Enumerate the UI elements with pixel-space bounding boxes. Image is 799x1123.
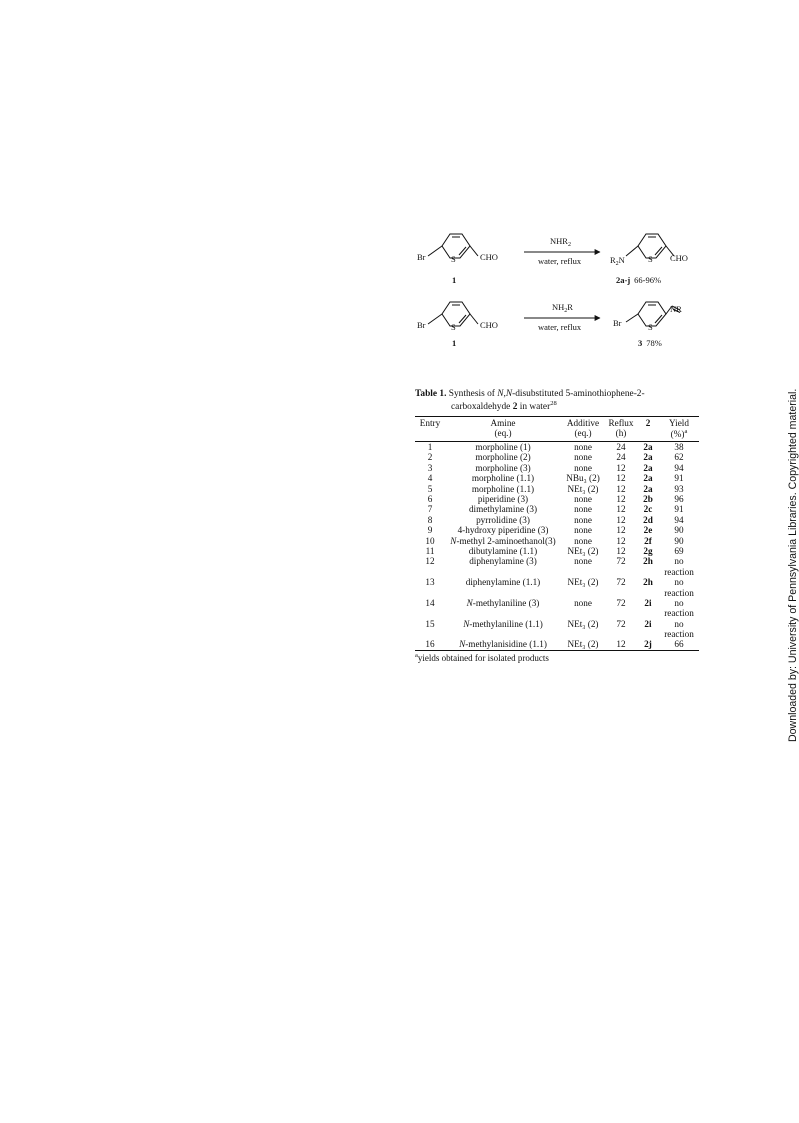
table-row [415,598,699,619]
cell-product: 2a [643,473,653,484]
table-caption-italic: N,N [497,389,513,399]
reaction-scheme [414,226,686,348]
r1-reagent-below: water, reflux [538,256,582,266]
results-table [415,417,699,650]
cell-product: 2a [643,483,653,494]
cell-additive: none [574,452,592,463]
cell-yield: 94 [674,462,684,473]
cell-additive: none [574,493,592,504]
cell-product: 2g [643,545,653,556]
cell-yield: no reaction [664,577,694,598]
cell-product: 2c [643,504,653,515]
cell-product: 2f [644,535,652,546]
cell-product: 2i [644,618,652,629]
table-row [415,515,699,525]
cell-product: 2e [643,525,653,536]
cell-entry: 1 [427,442,433,453]
cell-product: 2j [644,639,652,650]
cell-yield: 62 [674,452,684,463]
table-row [415,494,699,504]
header-additive: Additive (eq.) [566,417,600,438]
cell-yield: no reaction [664,597,694,619]
cell-yield: 38 [674,442,684,453]
cell-amine: morpholine (2) [475,452,531,463]
header-amine: Amine (eq.) [490,417,516,438]
table-header-row [415,417,699,441]
table-figure [415,389,699,663]
cell-reflux: 72 [616,556,626,567]
cell-additive: none [574,442,592,453]
cell-additive: none [574,535,592,546]
header-yield: Yield (%)$^a$ [669,417,689,439]
cell-reflux: 24 [616,452,626,463]
cell-reflux: 12 [616,639,626,650]
cell-entry: 9 [427,525,433,536]
cell-product: 2a [643,442,653,453]
cell-reflux: 12 [616,493,626,504]
cell-additive: none [574,525,592,536]
cell-entry: 8 [427,514,433,525]
header-reflux: Reflux (h) [608,417,634,438]
cell-reflux: 12 [616,535,626,546]
r1-reactant-br: Br [417,252,426,262]
cell-reflux: 72 [616,577,626,588]
cell-entry: 7 [427,504,433,515]
cell-entry: 10 [425,535,435,546]
cell-product: 2h [643,556,653,567]
table-row [415,639,699,649]
table-row [415,473,699,483]
cell-amine: pyrrolidine (3) [476,514,530,525]
table-footnote: $^a$yields obtained for isolated products [415,651,549,663]
cell-reflux: 12 [616,504,626,515]
r1-product-nr2: $R_2N$ [610,255,625,267]
r2-product-nr: NR [670,304,682,314]
r2-reactant-br: Br [417,320,426,330]
cell-reflux: 12 [616,462,626,473]
cell-additive: NEt₃ (2) [567,618,599,629]
cell-product: 2b [643,493,653,504]
cell-entry: 14 [425,597,435,608]
table-row [415,556,699,577]
cell-entry: 6 [427,493,433,504]
cell-product: 2h [643,577,653,588]
cell-amine: morpholine (1.1) [471,473,535,484]
cell-entry: 2 [427,452,433,463]
cell-yield: no reaction [664,556,694,577]
cell-reflux: 24 [616,442,626,453]
table-row [415,546,699,556]
cell-product: 2a [643,462,653,473]
cell-amine: N-methylanisidine (1.1) [459,639,547,650]
cell-entry: 5 [427,483,433,494]
cell-amine: N-methylaniline (3) [466,597,540,608]
r1-reactant-cho: CHO [480,252,498,262]
cell-additive: NEt₃ (2) [567,577,599,588]
r1-reactant-s: S [451,254,456,264]
header-entry: Entry [419,417,441,428]
cell-reflux: 12 [616,525,626,536]
table-caption-line2-tail: in water [517,401,551,412]
cell-yield: 66 [674,639,684,650]
table-bottom-rule [415,650,699,651]
r2-reactant-label: 1 [452,338,457,348]
cell-yield: 94 [674,514,684,525]
cell-amine: diphenylamine (3) [469,556,537,567]
cell-amine: morpholine (3) [475,462,531,473]
cell-amine: piperidine (3) [477,493,529,504]
cell-amine: N-methylaniline (1.1) [463,618,543,629]
r2-reactant-s: S [451,322,456,332]
cell-reflux: 12 [616,514,626,525]
table-caption-label: Table 1. [415,389,447,399]
cell-additive: none [574,504,592,515]
cell-yield: 91 [674,473,684,484]
cell-additive: NEt₃ (2) [567,639,599,650]
cell-additive: NEt₃ (2) [567,545,599,556]
r1-reactant-label: 1 [452,275,457,285]
table-row [415,452,699,462]
cell-reflux: 12 [616,545,626,556]
cell-additive: none [574,556,592,567]
cell-amine: dibutylamine (1.1) [468,545,538,556]
table-row [415,536,699,546]
r2-product-br: Br [613,318,622,328]
cell-additive: none [574,597,592,608]
cell-amine: morpholine (1.1) [471,483,535,494]
cell-amine: N-methyl 2-aminoethanol(3) [450,535,556,546]
download-watermark: Downloaded by: University of Pennsylvania Libraries. Copyrighted material. [787,388,799,742]
r2-reactant-cho: CHO [480,320,498,330]
cell-yield: 90 [674,525,684,536]
r2-reagent-below: water, reflux [538,322,582,332]
table-row [415,442,699,452]
r2-product-s: S [648,322,653,332]
table-caption-ref: 28 [550,399,557,407]
cell-reflux: 12 [616,483,626,494]
cell-entry: 13 [425,577,435,588]
cell-amine: dimethylamine (3) [468,504,538,515]
table-caption-text2: -disubstituted 5-aminothiophene-2- [512,389,645,399]
table-caption-compound: 2 [512,401,518,412]
cell-yield: 91 [674,504,684,515]
cell-additive: none [574,514,592,525]
table-row [415,619,699,640]
cell-yield: 69 [674,545,684,556]
cell-reflux: 72 [616,597,626,608]
cell-amine: 4-hydroxy piperidine (3) [457,525,549,536]
header-product: 2 [645,417,651,428]
cell-entry: 12 [425,556,435,567]
r1-product-cho: CHO [670,253,688,263]
cell-yield: 90 [674,535,684,546]
table-row [415,577,699,598]
cell-entry: 16 [425,639,435,650]
cell-reflux: 12 [616,473,626,484]
cell-product: 2d [643,514,653,525]
cell-yield: no reaction [664,618,694,640]
r1-product-caption: 2a-j 66-96% [616,275,662,285]
table-row [415,463,699,473]
cell-yield: 96 [674,493,684,504]
table-caption-text1: Synthesis of [448,389,498,399]
cell-entry: 15 [425,618,435,629]
cell-additive: NBu₃ (2) [566,473,600,484]
cell-yield: 93 [674,483,684,494]
r2-product-caption: 3 78% [638,338,662,348]
table-body [415,442,699,650]
cell-additive: NEt₃ (2) [567,483,599,494]
cell-entry: 4 [427,473,433,484]
r2-reagent-above: $NH_2R$ [552,302,573,314]
table-row [415,484,699,494]
table-row [415,525,699,535]
r1-reagent-above: $NHR_2$ [550,236,571,248]
table-caption-line2: carboxaldehyde [451,401,513,412]
cell-reflux: 72 [616,618,626,629]
cell-amine: diphenylamine (1.1) [465,577,541,588]
cell-entry: 11 [425,545,435,556]
r1-product-s: S [648,254,653,264]
cell-additive: none [574,462,592,473]
cell-amine: morpholine (1) [475,442,531,453]
table-caption [415,389,699,413]
cell-entry: 3 [427,462,433,473]
cell-product: 2a [643,452,653,463]
cell-product: 2i [644,597,652,608]
table-row [415,504,699,514]
